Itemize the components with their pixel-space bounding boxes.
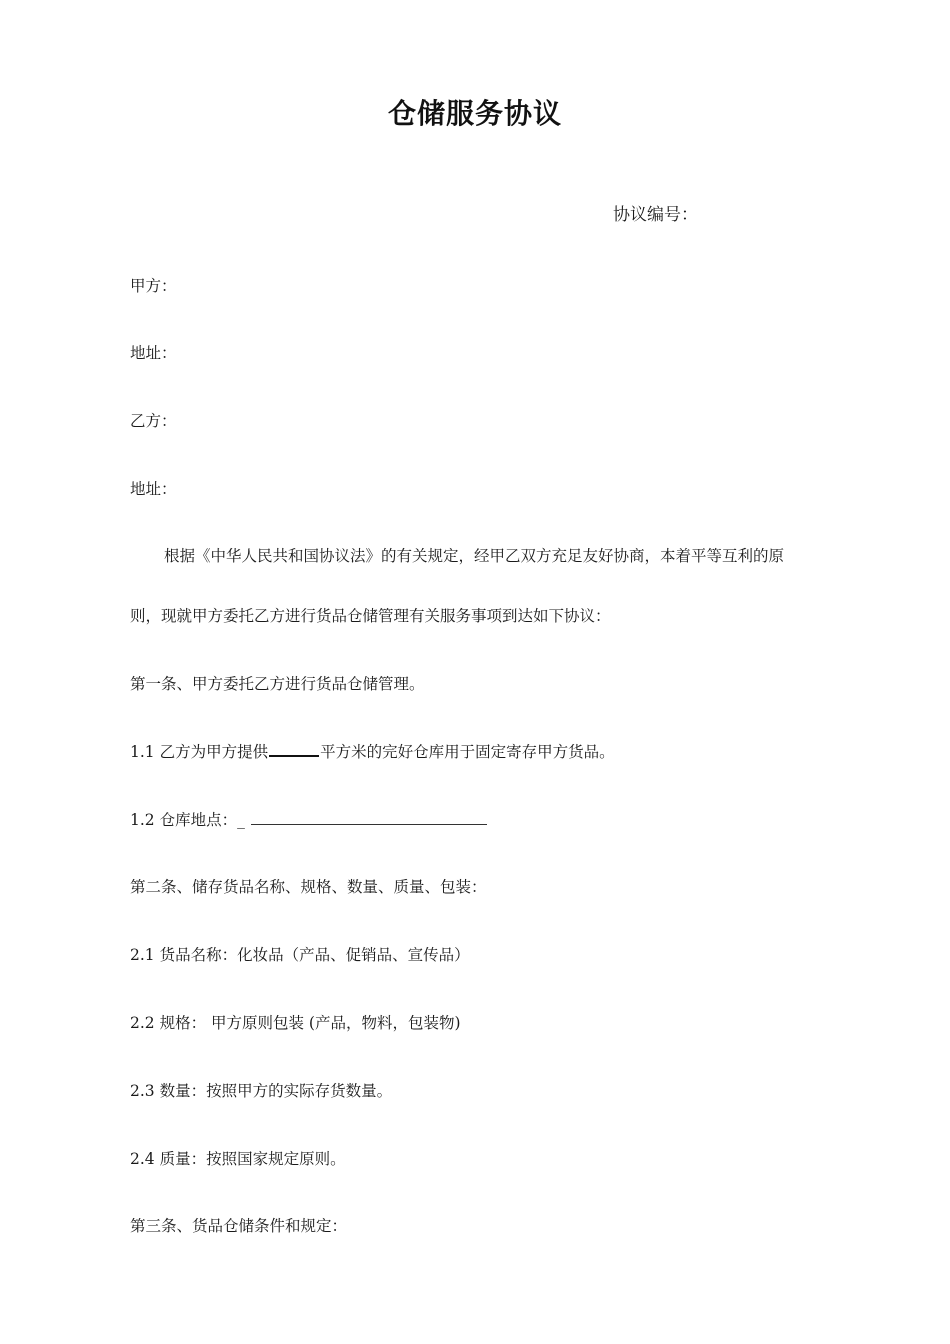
preamble-line-2: 则，现就甲方委托乙方进行货品仓储管理有关服务事项到达如下协议： — [130, 607, 611, 625]
article-1-heading: 第一条、甲方委托乙方进行货品仓储管理。 — [130, 675, 425, 693]
clause-1-2 — [130, 809, 487, 831]
clause-2-3: 2.3 数量：按照甲方的实际存货数量。 — [130, 1082, 393, 1100]
party-a-label: 甲方： — [130, 277, 177, 295]
clause-1-1 — [130, 741, 615, 763]
clause-2-4: 2.4 质量：按照国家规定原则。 — [130, 1150, 346, 1168]
area-blank-field — [269, 741, 319, 757]
clause-1-1-text-before: 1.1 乙方为甲方提供 — [130, 743, 269, 761]
party-a-address-label: 地址： — [130, 344, 177, 362]
preamble-line-1: 根据《中华人民共和国协议法》的有关规定，经甲乙双方充足友好协商，本着平等互利的原 — [164, 547, 785, 565]
article-3-heading: 第三条、货品仓储条件和规定： — [130, 1217, 348, 1235]
document-title: 仓储服务协议 — [387, 97, 562, 130]
party-b-label: 乙方： — [130, 412, 177, 430]
article-2-heading: 第二条、储存货品名称、规格、数量、质量、包装： — [130, 878, 487, 896]
contract-number-label: 协议编号： — [613, 205, 698, 225]
party-b-address-label: 地址： — [130, 480, 177, 498]
clause-1-2-text: 1.2 仓库地点：_ — [130, 811, 245, 829]
warehouse-location-blank-field — [251, 810, 487, 825]
clause-2-2: 2.2 规格： 甲方原则包装 (产品，物料，包装物) — [130, 1014, 461, 1032]
clause-2-1: 2.1 货品名称：化妆品（产品、促销品、宣传品） — [130, 946, 470, 964]
clause-1-1-text-after: 平方米的完好仓库用于固定寄存甲方货品。 — [320, 743, 615, 761]
